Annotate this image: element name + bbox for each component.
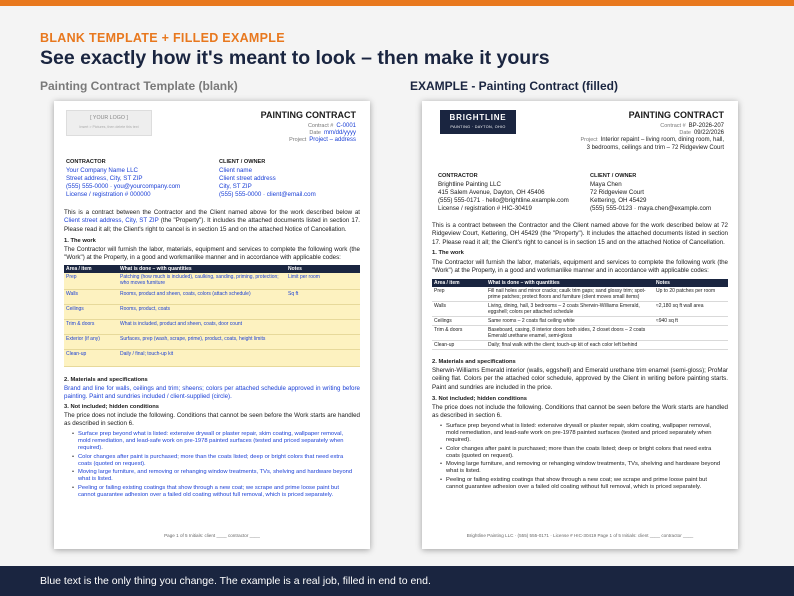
- table-cell: Daily; final walk with the client; touch-up kit of each color left behind: [486, 341, 654, 350]
- list-item: • Moving large furniture, and removing or rehanging window treatments, TVs, shelving and hardware beyond what is listed.: [72, 469, 354, 483]
- table-cell: [654, 341, 728, 350]
- table-cell: Same rooms – 2 coats flat ceiling white: [486, 317, 654, 326]
- table-cell: Up to 20 patches per room: [654, 287, 728, 302]
- client-details: [219, 167, 316, 199]
- page-footer: Page 1 of 5 Initials: client ____ contractor ____: [164, 533, 260, 539]
- table-cell: [286, 319, 360, 334]
- intro-address: Client street address, City, ST ZIP: [64, 217, 159, 225]
- table-cell: Living, dining, hall, 3 bedrooms – 2 coats Sherwin-Williams Emerald, eggshell; colors per attached schedule: [486, 302, 654, 317]
- table-header-row: [64, 265, 360, 273]
- client-heading: CLIENT / OWNER: [219, 159, 266, 165]
- table-cell: Rooms, product and sheen, coats, colors (attach schedule): [118, 289, 286, 304]
- client-line: Client street address: [219, 175, 276, 183]
- work-table: [64, 265, 360, 367]
- table-row: [432, 341, 728, 350]
- logo-placeholder: [66, 110, 152, 136]
- contractor-line: License / registration # 000000: [66, 191, 151, 199]
- contract-project: [289, 137, 356, 145]
- contract-project: [576, 137, 724, 153]
- table-cell: Baseboard, casing, 8 interior doors both sides, 2 closet doors – 2 coats Emerald urethane enamel, semi-gloss: [486, 326, 654, 341]
- date-label: Date: [309, 130, 321, 136]
- table-cell: [286, 334, 360, 349]
- table-row: [64, 319, 360, 334]
- footer-banner: [0, 566, 794, 596]
- table-row: [64, 304, 360, 319]
- table-header-row: [432, 279, 728, 287]
- table-cell: ≈2,180 sq ft wall area: [654, 302, 728, 317]
- table-header: What is done – with quantities: [118, 265, 286, 273]
- intro-text-end: (the "Property"). It includes the attached documents listed in section 17. Please read it all; the Client's right to cancel is in section 15 and on the attached Notice of Cancellation.: [64, 217, 360, 233]
- table-cell: [286, 304, 360, 319]
- table-cell: What is included, product and sheen, coats, door count: [118, 319, 286, 334]
- top-accent-bar: [0, 0, 794, 6]
- table-header: Area / item: [64, 265, 118, 273]
- table-cell: Walls: [64, 289, 118, 304]
- contractor-line: 415 Salem Avenue, Dayton, OH 45406: [438, 189, 545, 197]
- client-line: 72 Ridgeview Court: [590, 189, 644, 197]
- table-cell: Trim & doors: [64, 319, 118, 334]
- intro-paragraph: [64, 209, 360, 234]
- table-header: Notes: [286, 265, 360, 273]
- work-table: [432, 279, 728, 350]
- exclusions-list: [440, 423, 722, 492]
- section-3-body: The price does not include the following. Conditions that cannot be seen before the Work starts are handled as described in section 6.: [432, 404, 728, 420]
- contract-number-value: BP-2026-207: [688, 123, 724, 129]
- logo-wordmark: BRIGHTLINE: [449, 113, 507, 122]
- table-cell: [286, 349, 360, 366]
- section-2-body: Sherwin-Williams Emerald interior (walls, eggshell) and Emerald urethane trim enamel (semi-gloss); ProMar ceiling flat. Colors per the attached color schedule, approved by the Client in writing before painting starts. Paint and sundries are included in the price.: [432, 367, 728, 391]
- section-1-body: The Contractor will furnish the labor, materials, equipment and services to complete the following work (the "Work") at the Property, in a good and workmanlike manner and in accordance with applicable codes:: [64, 246, 360, 262]
- table-cell: Ceilings: [432, 317, 486, 326]
- table-cell: Rooms, product, coats: [118, 304, 286, 319]
- eyebrow-label: BLANK TEMPLATE + FILLED EXAMPLE: [40, 31, 285, 45]
- table-row: [64, 349, 360, 366]
- table-row: [432, 317, 728, 326]
- list-item: • Surface prep beyond what is listed: extensive drywall or plaster repair, skim coating, wallpaper removal, mold remediation, and lead-safe work on pre-1978 painted surfaces (tested and priced separately when required).: [440, 423, 722, 445]
- table-cell: Walls: [432, 302, 486, 317]
- footer-banner-text: Blue text is the only thing you change. The example is a real job, filled in end to end.: [40, 575, 431, 587]
- table-row: [64, 273, 360, 289]
- exclusions-list: [72, 431, 354, 500]
- table-cell: Clean-up: [432, 341, 486, 350]
- section-1-body: The Contractor will furnish the labor, materials, equipment and services to complete the following work (the "Work") at the Property, in a good and workmanlike manner and in accordance with applicable codes:: [432, 259, 728, 275]
- list-item: • Surface prep beyond what is listed: extensive drywall or plaster repair, skim coating, wallpaper removal, mold remediation, and lead-safe work on pre-1978 painted surfaces (tested and priced separately when required).: [72, 431, 354, 453]
- section-2-title: 2. Materials and specifications: [64, 377, 148, 383]
- table-cell: Surfaces, prep (wash, scrape, prime), product, coats, height limits: [118, 334, 286, 349]
- section-1-title: 1. The work: [64, 238, 96, 244]
- list-item: • Color changes after paint is purchased; more than the coats listed; deep or bright colors that need extra coats (quoted on request).: [72, 454, 354, 468]
- client-line: City, ST ZIP: [219, 183, 252, 191]
- contract-title: PAINTING CONTRACT: [628, 110, 724, 120]
- page-footer: Brightline Painting LLC · (555) 555-0171 · License # HIC-30419 Page 1 of 5 Initials: client ____ contractor ____: [466, 533, 694, 539]
- table-header: What is done – with quantities: [486, 279, 654, 287]
- logo-tagline: PAINTING · DAYTON, OHIO: [450, 125, 506, 130]
- contractor-line: Street address, City, ST ZIP: [66, 175, 143, 183]
- list-item: • Color changes after paint is purchased; more than the coats listed; deep or bright colors that need extra coats (quoted on request).: [440, 446, 722, 460]
- blank-contract-page: [54, 101, 370, 549]
- table-cell: Fill nail holes and minor cracks; caulk trim gaps; sand glossy trim; spot-prime patches; protect floors and furniture (client moves small items): [486, 287, 654, 302]
- contract-number-label: Contract #: [660, 123, 686, 129]
- table-cell: ≈940 sq ft: [654, 317, 728, 326]
- contractor-line: (555) 555-0171 · hello@brightline.example.com: [438, 197, 569, 205]
- table-cell: Sq ft: [286, 289, 360, 304]
- table-cell: Exterior (if any): [64, 334, 118, 349]
- date-label: Date: [679, 130, 691, 136]
- table-cell: Prep: [432, 287, 486, 302]
- table-row: [64, 289, 360, 304]
- date-value: mm/dd/yyyy: [323, 130, 356, 136]
- contract-number-label: Contract #: [307, 123, 334, 129]
- contractor-heading: CONTRACTOR: [66, 159, 106, 165]
- table-cell: Limit per room: [286, 273, 360, 289]
- project-label: Project: [580, 137, 598, 143]
- table-row: [432, 326, 728, 341]
- filled-example-label: EXAMPLE - Painting Contract (filled): [410, 79, 619, 93]
- logo-placeholder-text: [ YOUR LOGO ]: [90, 115, 128, 121]
- table-row: [64, 334, 360, 349]
- client-line: (555) 555-0123 · maya.chen@example.com: [590, 205, 712, 213]
- table-cell: Prep: [64, 273, 118, 289]
- client-line: (555) 555-0000 · client@email.com: [219, 191, 316, 199]
- contract-number-value: C-0001: [336, 123, 356, 129]
- client-line: Kettering, OH 45429: [590, 197, 647, 205]
- table-cell: Patching (how much is included), caulking, sanding, priming, protection; who moves furniture: [118, 273, 286, 289]
- table-cell: Daily / final; touch-up kit: [118, 349, 286, 366]
- contractor-line: Your Company Name LLC: [66, 167, 138, 174]
- filled-contract-page: [422, 101, 738, 549]
- section-3-title: 3. Not included; hidden conditions: [64, 404, 160, 410]
- contract-title: PAINTING CONTRACT: [260, 110, 356, 120]
- table-header: Notes: [654, 279, 728, 287]
- contractor-details: [66, 167, 180, 199]
- list-item: • Peeling or failing existing coatings that show through a new coat; we scrape and prime loose paint but cannot guarantee adhesion over a failed old coating without full removal, which is priced separately.: [440, 477, 722, 491]
- table-cell: Trim & doors: [432, 326, 486, 341]
- section-2-body: Brand and line for walls, ceilings and trim; sheens; colors per attached schedule approved in writing before painting. Paint and sundries included / client-supplied (circle).: [64, 385, 360, 401]
- table-header: Area / item: [432, 279, 486, 287]
- table-row: [432, 287, 728, 302]
- section-3-title: 3. Not included; hidden conditions: [432, 396, 528, 402]
- project-value: Interior repaint – living room, dining room, hall, 3 bedrooms, ceilings and trim – 72 Ridgeview Court: [586, 137, 724, 151]
- brightline-logo: [440, 110, 516, 134]
- intro-paragraph: This is a contract between the Contractor and the Client named above for the work described below at 72 Ridgeview Court, Kettering, OH 45429 (the "Property"). It includes the attached documents listed in section 17. Please read it all; the Client's right to cancel is in section 15 and on the attached Notice of Cancellation.: [432, 222, 728, 246]
- section-1-title: 1. The work: [432, 250, 464, 256]
- blank-template-label: Painting Contract Template (blank): [40, 79, 238, 93]
- intro-text-start: This is a contract between the Contractor and the Client named above for the work described below at: [64, 209, 360, 216]
- table-cell: Clean-up: [64, 349, 118, 366]
- list-item: • Moving large furniture, and removing or rehanging window treatments, TVs, shelving and hardware beyond what is listed.: [440, 461, 722, 475]
- section-2-title: 2. Materials and specifications: [432, 359, 516, 365]
- client-line: Client name: [219, 167, 253, 174]
- table-cell: Ceilings: [64, 304, 118, 319]
- contractor-line: Brightline Painting LLC: [438, 181, 501, 188]
- client-details: [590, 181, 711, 213]
- list-item: • Peeling or failing existing coatings that show through a new coat; we scrape and prime loose paint but cannot guarantee adhesion over a failed old coating without full removal, which is priced separately.: [72, 485, 354, 499]
- page-headline: See exactly how it's meant to look – then make it yours: [40, 47, 550, 69]
- contractor-heading: CONTRACTOR: [438, 173, 478, 179]
- section-3-body: The price does not include the following. Conditions that cannot be seen before the Work starts are handled as described in section 6.: [64, 412, 360, 428]
- table-cell: [654, 326, 728, 341]
- project-value: Project – address: [309, 137, 356, 143]
- table-row: [432, 302, 728, 317]
- logo-placeholder-hint: Insert > Pictures, then delete this text: [79, 124, 139, 129]
- client-line: Maya Chen: [590, 181, 622, 188]
- contractor-details: [438, 181, 569, 213]
- client-heading: CLIENT / OWNER: [590, 173, 637, 179]
- contractor-line: License / registration # HIC-30419: [438, 205, 532, 213]
- date-value: 09/22/2026: [693, 130, 724, 136]
- project-label: Project: [289, 137, 307, 143]
- contractor-line: (555) 555-0000 · you@yourcompany.com: [66, 183, 181, 191]
